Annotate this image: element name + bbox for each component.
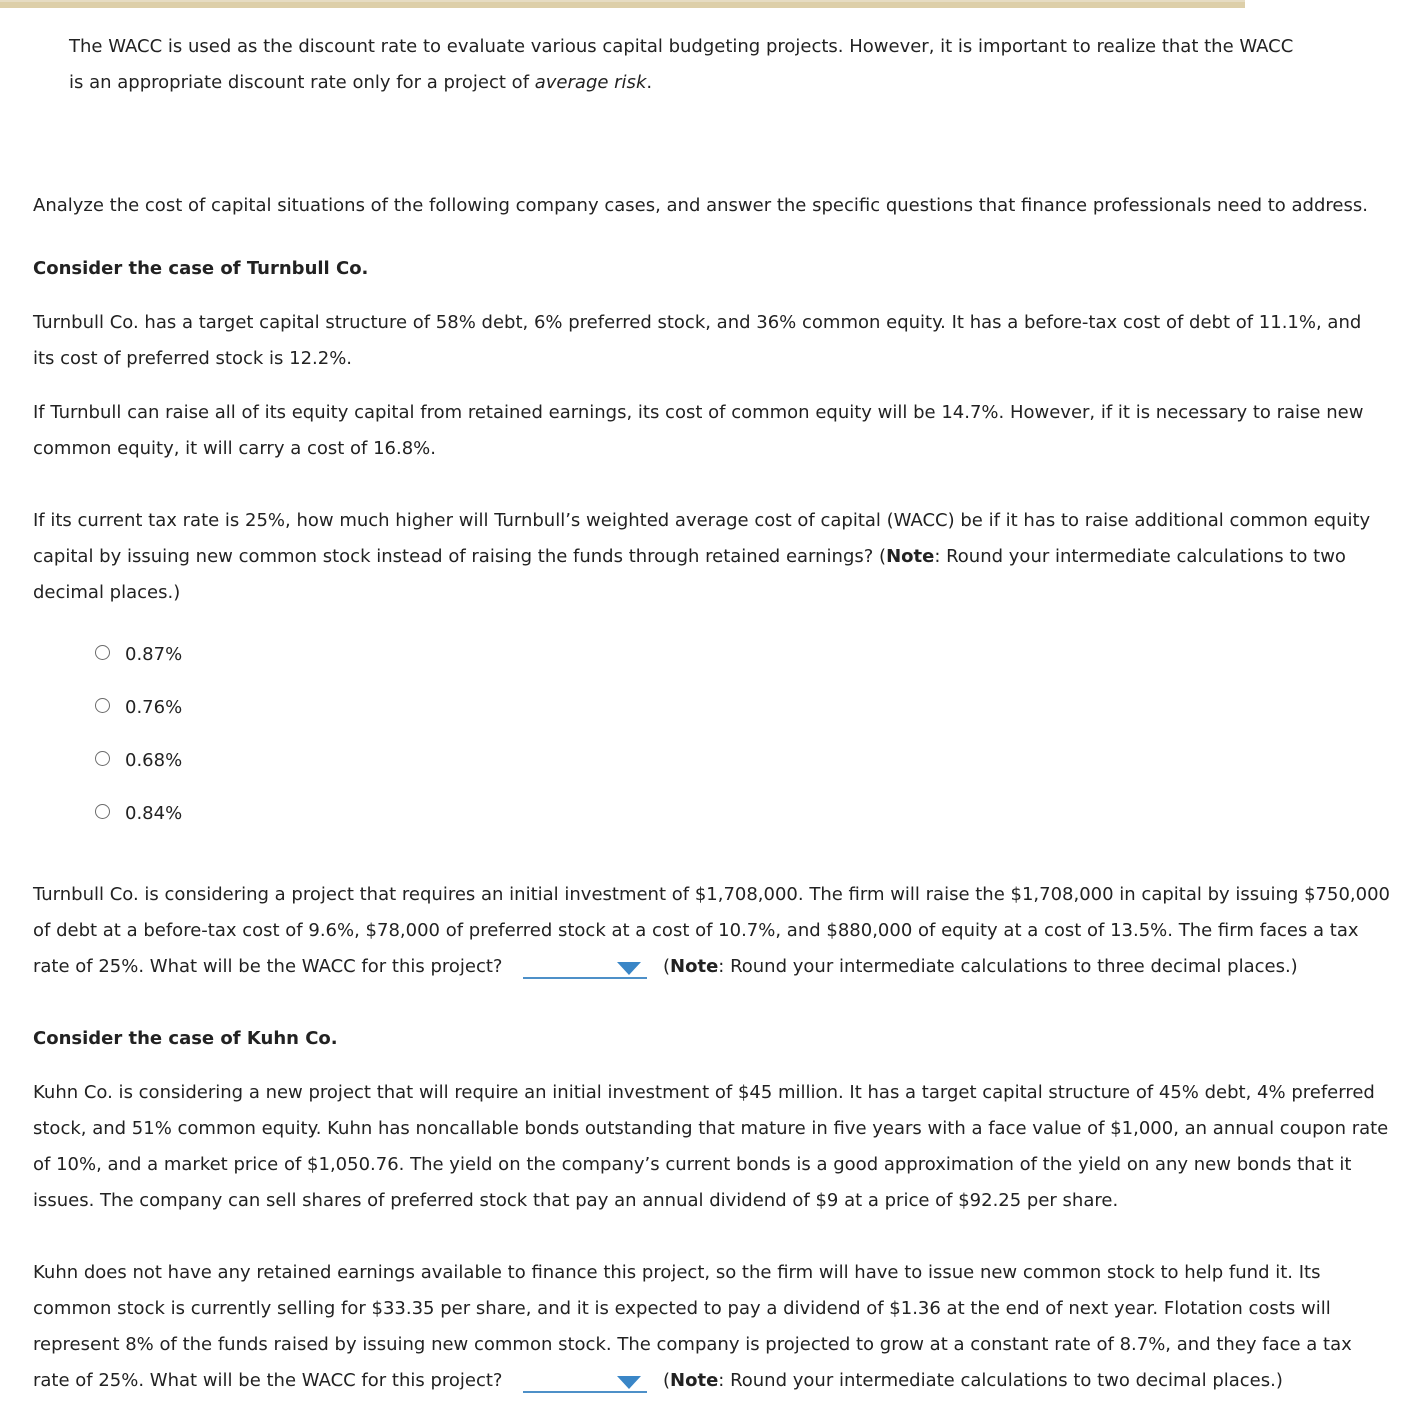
kuhn-paragraph-1-line-1: Kuhn Co. is considering a new project that will require an initial investment of $45 million. It has a target capital structure of 45% debt, 4% preferred <box>33 1082 1375 1103</box>
option-4-label[interactable]: 0.84% <box>125 803 183 824</box>
turnbull-heading: Consider the case of Turnbull Co. <box>33 258 369 279</box>
turnbull-question-1-line-1: If its current tax rate is 25%, how much higher will Turnbull’s weighted average cost of capital (WACC) be if it has to raise additional common equity <box>33 510 1371 531</box>
kuhn-paragraph-1-line-4: issues. The company can sell shares of preferred stock that pay an annual dividend of $9 at a price of $92.25 per share. <box>33 1190 1119 1211</box>
turnbull-question-1-line-2: capital by issuing new common stock instead of raising the funds through retained earnings? (Note: Round your intermediate calculations to two <box>33 546 1346 567</box>
turnbull-paragraph-2-line-2: common equity, it will carry a cost of 16.8%. <box>33 438 436 459</box>
kuhn-paragraph-1-line-2: stock, and 51% common equity. Kuhn has noncallable bonds outstanding that mature in five years with a face value of $1,000, an annual coupon rate <box>33 1118 1389 1139</box>
intro-text-line-1: The WACC is used as the discount rate to evaluate various capital budgeting projects. However, it is important to realize that the WACC <box>69 36 1294 57</box>
turnbull-question-2-line-3: rate of 25%. What will be the WACC for this project? <box>33 956 503 977</box>
radio-option-2[interactable] <box>95 698 110 713</box>
kuhn-heading: Consider the case of Kuhn Co. <box>33 1028 338 1049</box>
turnbull-paragraph-2-line-1: If Turnbull can raise all of its equity capital from retained earnings, its cost of common equity will be 14.7%. However, if it is necessary to raise new <box>33 402 1364 423</box>
turnbull-paragraph-1-line-1: Turnbull Co. has a target capital structure of 58% debt, 6% preferred stock, and 36% common equity. It has a before-tax cost of debt of 11.1%, and <box>33 312 1362 333</box>
turnbull-question-1-line-3: decimal places.) <box>33 582 181 603</box>
kuhn-paragraph-1-line-3: of 10%, and a market price of $1,050.76. The yield on the company’s current bonds is a good approximation of the yield on any new bonds that it <box>33 1154 1352 1175</box>
option-1-label[interactable]: 0.87% <box>125 644 183 665</box>
kuhn-paragraph-2-line-4: rate of 25%. What will be the WACC for this project? <box>33 1370 503 1391</box>
turnbull-question-2-note: (Note: Round your intermediate calculations to three decimal places.) <box>663 956 1298 977</box>
average-risk-emphasis: average risk <box>534 72 647 93</box>
turnbull-question-2-line-1: Turnbull Co. is considering a project that requires an initial investment of $1,708,000. The firm will raise the $1,708,000 in capital by issuing $750,000 <box>33 884 1390 905</box>
radio-option-3[interactable] <box>95 751 110 766</box>
turnbull-paragraph-1-line-2: its cost of preferred stock is 12.2%. <box>33 348 353 369</box>
dropdown-arrow-icon[interactable] <box>617 962 641 975</box>
kuhn-wacc-dropdown[interactable] <box>523 1371 647 1393</box>
radio-option-1[interactable] <box>95 645 110 660</box>
turnbull-question-2-line-2: of debt at a before-tax cost of 9.6%, $78,000 of preferred stock at a cost of 10.7%, and $880,000 of equity at a cost of 13.5%. The firm faces a tax <box>33 920 1359 941</box>
dropdown-arrow-icon[interactable] <box>617 1376 641 1389</box>
analyze-instructions: Analyze the cost of capital situations of the following company cases, and answer the specific questions that finance professionals need to address. <box>33 195 1368 216</box>
kuhn-paragraph-2-line-1: Kuhn does not have any retained earnings available to finance this project, so the firm will have to issue new common stock to help fund it. Its <box>33 1262 1321 1283</box>
kuhn-paragraph-2-line-2: common stock is currently selling for $33.35 per share, and it is expected to pay a dividend of $1.36 at the end of next year. Flotation costs will <box>33 1298 1331 1319</box>
kuhn-paragraph-2-line-3: represent 8% of the funds raised by issuing new common stock. The company is projected to grow at a constant rate of 8.7%, and they face a tax <box>33 1334 1352 1355</box>
turnbull-wacc-dropdown[interactable] <box>523 957 647 979</box>
kuhn-note: (Note: Round your intermediate calculations to two decimal places.) <box>663 1370 1283 1391</box>
option-3-label[interactable]: 0.68% <box>125 750 183 771</box>
intro-bottom-rule <box>0 2 1245 8</box>
intro-text-line-2: is an appropriate discount rate only for a project of average risk. <box>69 72 653 93</box>
radio-option-4[interactable] <box>95 804 110 819</box>
option-2-label[interactable]: 0.76% <box>125 697 183 718</box>
